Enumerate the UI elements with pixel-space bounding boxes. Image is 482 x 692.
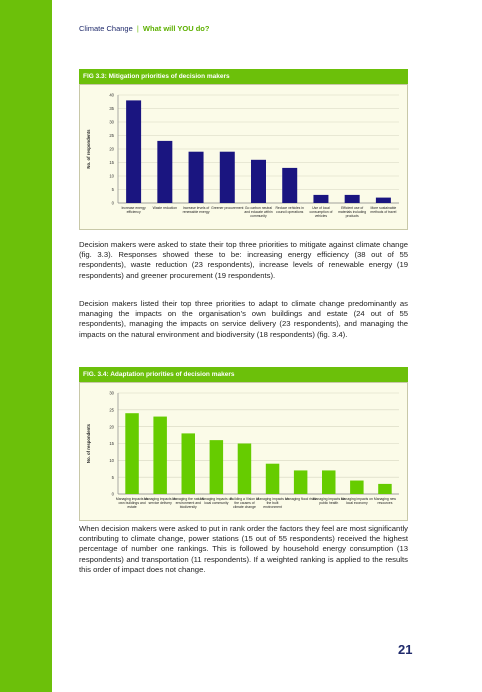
bar [126,100,141,203]
y-tick-label: 10 [109,173,114,179]
x-tick-label: Managing impacts on the built environment [256,497,289,509]
y-tick-label: 25 [109,133,114,139]
y-tick-label: 5 [111,474,114,480]
x-tick-label: Greener procurement [211,206,244,210]
x-tick-label: Use of local consumption of vehicles [309,206,333,218]
paragraph-mitigation: Decision makers were asked to state their top three priorities to mitigate against climate change (fig. 3.3). Responses showed these to be: increasing energy efficiency (38 out of 55 respondents), waste reduction (23 respondents), increase levels of renewable energy (19 respondents) and greener procurement (19 respondents). [79,240,408,280]
x-tick-label: Building a Vision of the causes of climate change [230,497,259,509]
y-tick-label: 30 [109,119,114,125]
x-tick-label: Managing impacts on service delivery [144,497,177,505]
y-axis-label: No. of respondents [86,129,91,169]
x-tick-label: Efficient use of materials including products [338,206,367,218]
x-tick-label: Managing impacts on local community [200,497,233,505]
x-tick-label: Increase energy efficiency [121,206,146,214]
bar [294,470,307,494]
y-tick-label: 20 [109,424,114,430]
bar [125,413,138,494]
bar [189,152,204,203]
bar [282,168,297,203]
y-tick-label: 25 [109,407,114,413]
bar [220,152,235,203]
y-axis-label: No. of respondents [86,423,91,464]
bar [153,417,166,494]
page-number: 21 [398,642,413,657]
bar [182,433,195,494]
figure-title: FIG 3.3: Mitigation priorities of decision makers [79,69,408,84]
bar [378,484,391,494]
figure-adaptation [79,367,408,521]
y-tick-label: 0 [111,491,114,497]
chart-area [79,382,408,521]
y-tick-label: 35 [109,106,114,112]
mitigation-chart [80,85,407,229]
x-tick-label: Managing impacts on local economy [340,497,373,505]
y-tick-label: 10 [109,457,114,463]
bar [238,444,251,495]
y-tick-label: 20 [109,146,114,152]
bar [350,481,363,494]
x-tick-label: Managing impacts on public health [312,497,345,505]
header-subtitle: What will YOU do? [142,24,210,33]
bar [157,141,172,203]
x-tick-label: More sustainable methods of travel [370,206,397,214]
bar [251,160,266,203]
bar [345,195,360,203]
y-tick-label: 5 [111,187,114,193]
x-tick-label: Managing new resources [373,497,396,505]
figure-title: FIG. 3.4: Adaptation priorities of decision makers [79,367,408,382]
x-tick-label: Reduce vehicles in council operations [275,206,304,214]
y-tick-label: 0 [111,200,114,206]
y-tick-label: 40 [109,92,114,98]
x-tick-label: Increase levels of renewable energy [182,206,210,214]
bar [313,195,328,203]
y-tick-label: 15 [109,441,114,447]
adaptation-chart [80,383,407,520]
bar [210,440,223,494]
x-tick-label: Managing the natural environment and biodiversity [172,497,205,509]
y-tick-label: 30 [109,390,114,396]
figure-mitigation [79,69,408,230]
bar [376,198,391,203]
bar [266,464,279,494]
bar [322,470,335,494]
paragraph-ranking: When decision makers were asked to put in rank order the factors they feel are most significantly contributing to climate change, power stations (15 out of 55 respondents) received the highest percentage of number one rankings. This is followed by household energy consumption (13 respondents) and transportation (11 respondents). If a weighted ranking is applied to the results this order of impact does not change. [79,524,409,574]
y-tick-label: 15 [109,160,114,166]
x-tick-label: Go carbon neutral and educate within community [244,206,273,218]
x-tick-label: Managing flood risks [285,497,317,501]
header-title: Climate Change [79,24,133,33]
paragraph-adaptation: Decision makers listed their top three priorities to adapt to climate change predominantly as managing the impacts on the organisation’s own buildings and estate (24 out of 55 respondents), managing the impacts on service delivery (23 respondents), and managing the impacts on the natural environment and biodiversity (18 respondents) (fig. 3.4). [79,299,408,339]
header-separator: | [136,24,139,33]
chart-area [79,84,408,230]
x-tick-label: Managing impacts on own buildings and estate [115,497,149,509]
page-header [79,24,209,33]
x-tick-label: Waste reduction [152,206,178,210]
green-side-bar [0,0,52,692]
